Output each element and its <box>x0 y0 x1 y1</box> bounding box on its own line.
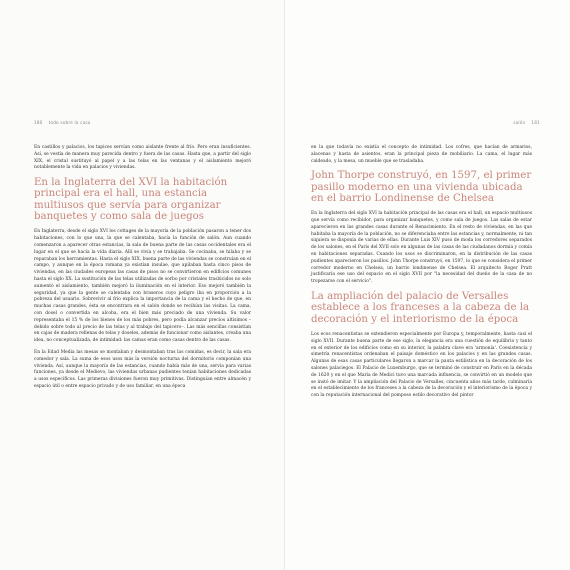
right-pull-quote-1: John Thorpe construyó, en 1597, el primer pasillo moderno en una vivienda ubicada en el barrio Londinense de Chelsea <box>311 170 532 204</box>
left-paragraph-1: En castillos y palacios, los tapices servían como aislante frente al frío. Pero eran insuficientes. Así, se vestía de manera muy parecida dentro y fuera de las casas. Hasta que, a partir del siglo XIX, el cristal sustituyó al papel y a las telas en las ventanas y el aislamiento mejoró notablemente la vida en palacios y viviendas. <box>34 145 251 171</box>
left-paragraph-2: En Inglaterra, desde el siglo XVI los cottages de la mayoría de la población pasaron a tener dos habitaciones, con lo que una, la que se calentaba, hacía la función de salón. Aun cuando comenzaron a aparecer otras estancias, la sala de buena parte de las casas occidentales era el lugar en el que se hacía la vida diaria. Allí se vivía y se trabajaba. Se cocinaba, se hilaba y se reparaban los herramientas. Hasta el siglo XIX, buena parte de las viviendas se construían en el campo, y aunque en la época romana ya existían insulae, que apilaban hasta cinco pisos de viviendas, en las ciudades europeas las casas de pisos no se convirtieron en edificios comunes hasta el siglo XX. La sustitución de las telas utilizadas de sorbo por cristales traslúcidos no solo aumentó el aislamiento, también mejoró la iluminación en el interior. Eso mejoró también la seguridad, ya que la gente se calentaba con braseros cuyo peligro iba en proporción a la pobreza del usuario. Sobrevivir al frío explica la importancia de la cama y el hecho de que, en muchas casas grandes, ésta se encontrara en el salón donde se recibían las visitas. La cama, con dosel o convertida en alcoba, era el bien más preciado de una vivienda. Su valor representaba el 15 % de los bienes de los más pobres, pero podía alcanzar precios altísimos –debido sobre todo al precio de las telas y al trabajo del tapicero–. Las más sencillas consistían en cajas de madera rellenas de telas y doseles, además de funcionar como aislantes, creaba una idea, no conceptualizada, de intimidad: las camas eran como casas dentro de las casas. <box>34 229 252 344</box>
left-folio <box>34 120 91 125</box>
left-column <box>34 145 251 396</box>
right-pull-quote-2: La ampliación del palacio de Versalles establece a los franceses a la cabeza de la decoración y el interiorismo de la época <box>311 291 530 325</box>
right-folio <box>513 120 540 125</box>
right-page-number: 181 <box>531 120 540 125</box>
right-column <box>311 145 532 405</box>
right-paragraph-1: en la que todavía no existía el concepto de intimidad. Los cofres, que hacían de armarios, alacenas y hasta de asientos, eran la principal pieza de mobiliario. La cama, el lugar más caldeado, y la mesa, un mueble que se trasladaba. <box>311 145 532 164</box>
right-page <box>285 0 570 570</box>
left-pull-quote: En la Inglaterra del XVI la habitación principal era el hall, una estancia multiusos que servía para organizar banquetes y como sala de juegos <box>34 177 228 223</box>
right-running-title: salón <box>513 120 526 125</box>
right-paragraph-2: En la Inglaterra del siglo XVI la habitación principal de las casas era el hall, un espacio multiusos que servía como recibidor, para organizar banquetes, y como sala de juegos. Las salas de estar aparecieron en las grandes casas durante el Renacimiento. En el resto de viviendas, en las que habitaba la mayoría de la población, no se diferenciaba entre las estancias y, normalmente, ni tan siquiera se disponía de varias de ellas. Durante Luis XIV puso de moda los corredores separados de los salones, en el París del XVII solo en algunas de las casas de las ciudadanos dormía y comía en habitaciones separadas. Cuando los usos se discriminaron, en la distribución de las casas pudientes aparecieron los pasillos. John Thorpe construyó, en 1597, lo que se considera el primer corredor moderno en Chelsea, un barrio londinense de Chelsea. El arquitecto Roger Pratt justificaría ese uso del espacio en el siglo XVII por "la necesidad del dueño de la casa de no tropezarse con el servicio". <box>311 211 532 285</box>
left-running-title: todo sobre la casa <box>48 120 91 125</box>
right-paragraph-3: Los ecos renacentistas se extendieron especialmente por Europa y, temporalmente, hasta casi el siglo XVII. Durante buena parte de ese siglo, la elegancia era una cuestión de equilibrio y tanto en el exterior de los edificios como en su interior, la palabra clave era 'armonía'. Coexistencia y simetría renacentistas ordenaban el paisaje doméstico en los palacios y en las grandes casas. Algunas de esas casas particulares llegaron a marcar la pauta estilística en la decoración de los salones palaciegos. El Palacio de Luxemburgo, que se terminó de construir en París en la década de 1620 y en el que María de Medici tuvo una marcada influencia, se convirtió en un modelo que se instó de imitar. Y la ampliación del Palacio de Versalles, cincuenta años más tarde, culminaría en el establecimiento de los franceses a la cabeza de la decoración y el interiorismo de la época y con la reputación internacional del pomposo estilo decorativo del pintor <box>311 331 532 399</box>
left-page-number: 180 <box>34 120 43 125</box>
left-paragraph-3: En la Edad Media las mesas se montaban y desmontaban tras las comidas, es decir, la sala era comedor y sala. La suma de esos usos más la versión nocturna del dormitorio componían una vivienda. Así, aunque la mayoría de las estancias, cuando había más de una, servía para varias funciones, ya desde el Medievo, las viviendas urbanas pudientes tenían habitaciones dedicadas a usos específicos. Las primeras divisiones fueron muy primitivas. Distinguían entre almacén y espacio útil o entre espacio privado y de uso familiar, en una época <box>34 349 251 389</box>
